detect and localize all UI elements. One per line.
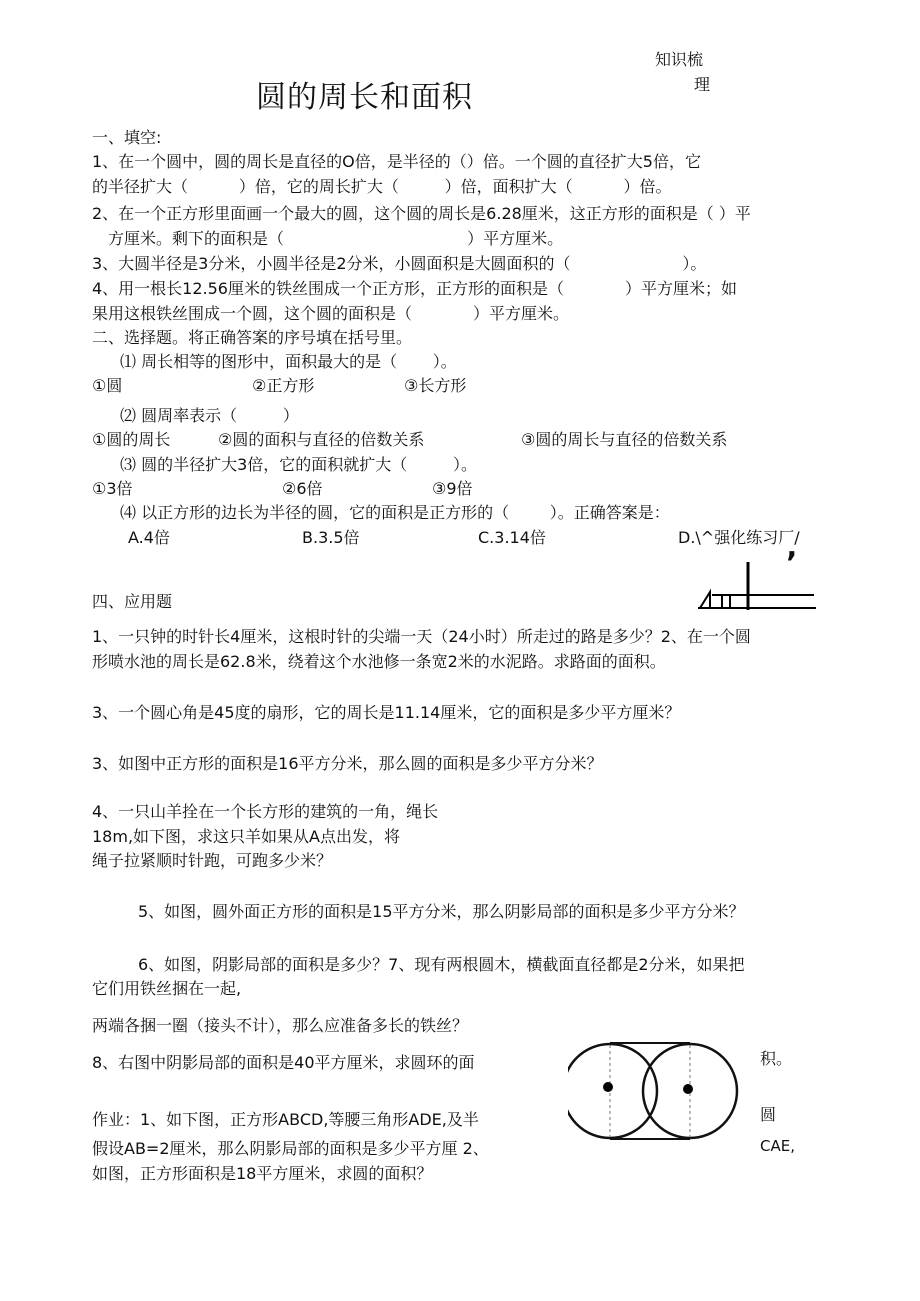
choice-q4-option-a: A.4倍 bbox=[128, 528, 170, 547]
application-q4-line2: 18m,如下图，求这只羊如果从A点出发，将 bbox=[92, 827, 400, 846]
homework-tail1: 圆 bbox=[760, 1105, 777, 1124]
corner-label-line2: 理 bbox=[694, 75, 711, 94]
fill-in-q1-line2: 的半径扩大（ ）倍，它的周长扩大（ ）倍，面积扩大（ ）倍。 bbox=[92, 177, 672, 196]
choice-q4-option-b: B.3.5倍 bbox=[302, 528, 360, 547]
fill-in-q1-line1: 1、在一个圆中，圆的周长是直径的O倍，是半径的（）倍。一个圆的直径扩大5倍，它 bbox=[92, 152, 701, 171]
corner-label-line1: 知识梳 bbox=[655, 50, 704, 69]
fill-in-q4-line1: 4、用一根长12.56厘米的铁丝围成一个正方形，正方形的面积是（ ）平方厘米；如 bbox=[92, 279, 738, 298]
fill-in-heading: 一、填空: bbox=[92, 128, 162, 147]
choice-heading: 二、选择题。将正确答案的序号填在括号里。 bbox=[92, 328, 413, 347]
application-q4-line1: 4、一只山羊拴在一个长方形的建筑的一角，绳长 bbox=[92, 802, 439, 821]
homework-line2: 假设AB=2厘米，那么阴影局部的面积是多少平方厘 2、 bbox=[92, 1139, 489, 1158]
application-q6-line2: 它们用铁丝捆在一起, bbox=[92, 979, 242, 998]
application-q3b: 3、如图中正方形的面积是16平方分米，那么圆的面积是多少平方分米？ bbox=[92, 754, 603, 773]
choice-q3: ⑶ 圆的半径扩大3倍，它的面积就扩大（ ）。 bbox=[120, 455, 478, 474]
page-title: 圆的周长和面积 bbox=[256, 80, 473, 115]
application-q1-line2: 形喷水池的周长是62.8米，绕着这个水池修一条宽2米的水泥路。求路面的面积。 bbox=[92, 652, 666, 671]
homework-line3: 如图，正方形面积是18平方厘米，求圆的面积？ bbox=[92, 1164, 433, 1183]
application-q8: 8、右图中阴影局部的面积是40平方厘米，求圆环的面 bbox=[92, 1053, 475, 1072]
choice-q2: ⑵ 圆周率表示（ ） bbox=[120, 406, 299, 425]
application-q7-line3: 两端各捆一圈（接头不计），那么应准备多长的铁丝？ bbox=[92, 1016, 469, 1035]
fill-in-q3: 3、大圆半径是3分米，小圆半径是2分米，小圆面积是大圆面积的（ ）。 bbox=[92, 254, 707, 273]
choice-q1-option-c: ③长方形 bbox=[404, 376, 467, 395]
application-q3a: 3、一个圆心角是45度的扇形，它的周长是11.14厘米，它的面积是多少平方厘米？ bbox=[92, 703, 681, 722]
application-q6-line1: 6、如图，阴影局部的面积是多少？7、现有两根圆木，横截面直径都是2分米，如果把 bbox=[138, 955, 745, 974]
choice-q1: ⑴ 周长相等的图形中，面积最大的是（ ）。 bbox=[120, 352, 457, 371]
choice-q2-option-b: ②圆的面积与直径的倍数关系 bbox=[218, 430, 425, 449]
choice-q2-option-c: ③圆的周长与直径的倍数关系 bbox=[521, 430, 728, 449]
choice-q3-option-b: ②6倍 bbox=[282, 479, 323, 498]
two-circles-figure bbox=[568, 1040, 750, 1142]
application-q5: 5、如图，圆外面正方形的面积是15平方分米，那么阴影局部的面积是多少平方分米？ bbox=[138, 902, 745, 921]
fill-in-q2-line1: 2、在一个正方形里面画一个最大的圆，这个圆的周长是6.28厘米，这正方形的面积是（ ）平 bbox=[92, 204, 751, 223]
choice-q4: ⑷ 以正方形的边长为半径的圆，它的面积是正方形的（ ）。正确答案是： bbox=[120, 503, 670, 522]
choice-q2-option-a: ①圆的周长 bbox=[92, 430, 171, 449]
choice-q3-option-a: ①3倍 bbox=[92, 479, 133, 498]
fill-in-q4-line2: 果用这根铁丝围成一个圆，这个圆的面积是（ ）平方厘米。 bbox=[92, 304, 570, 323]
scan-line-mark bbox=[688, 546, 828, 620]
choice-q1-option-a: ①圆 bbox=[92, 376, 123, 395]
choice-q1-option-b: ②正方形 bbox=[252, 376, 315, 395]
homework-line1: 作业：1、如下图，正方形ABCD,等腰三角形ADE,及半 bbox=[92, 1110, 479, 1129]
application-q8-tail: 积。 bbox=[760, 1049, 793, 1068]
homework-tail2: CAE, bbox=[760, 1137, 795, 1155]
fill-in-q2-line2: 方厘米。剩下的面积是（ ）平方厘米。 bbox=[108, 229, 564, 248]
application-q1-line1: 1、一只钟的时针长4厘米，这根时针的尖端一天（24小时）所走过的路是多少？2、在一个圆 bbox=[92, 627, 751, 646]
choice-q4-option-d: D.\^强化练习厂/ bbox=[678, 528, 800, 547]
stray-mark: ʼ bbox=[786, 546, 798, 581]
choice-q4-option-c: C.3.14倍 bbox=[478, 528, 546, 547]
choice-q3-option-c: ③9倍 bbox=[432, 479, 473, 498]
application-q4-line3: 绳子拉紧顺时针跑，可跑多少米？ bbox=[92, 851, 333, 870]
application-heading: 四、应用题 bbox=[92, 592, 173, 611]
